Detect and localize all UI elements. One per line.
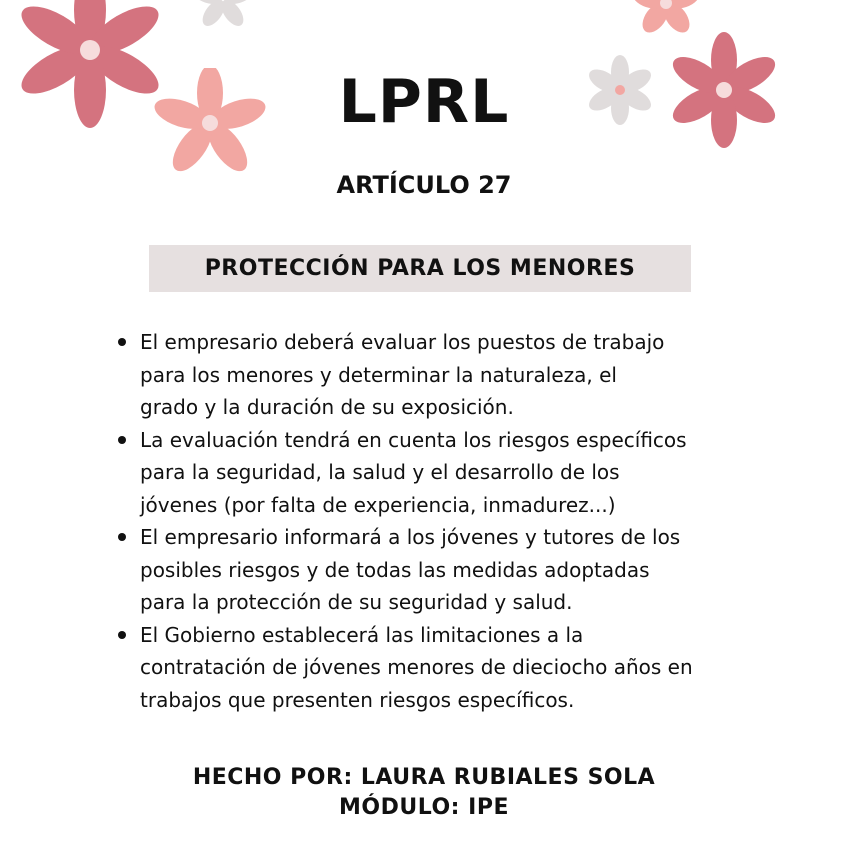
- list-item-line: para la protección de su seguridad y salud.: [140, 590, 573, 614]
- flower-icon: [188, 0, 258, 28]
- author-credit: HECHO POR: LAURA RUBIALES SOLA: [192, 765, 656, 790]
- bullet-icon: [118, 436, 126, 444]
- list-item: [112, 424, 772, 522]
- bullet-icon: [118, 533, 126, 541]
- list-item-line: La evaluación tendrá en cuenta los riesgos específicos: [140, 427, 687, 452]
- list-item-line: para la seguridad, la salud y el desarrollo de los: [140, 460, 620, 484]
- list-item: [112, 521, 772, 619]
- bullet-icon: [118, 631, 126, 639]
- section-heading-text: PROTECCIÓN PARA LOS MENORES: [204, 256, 636, 281]
- list-item-line: para los menores y determinar la naturaleza, el: [140, 362, 617, 387]
- list-item-line: jóvenes (por falta de experiencia, inmadurez...): [140, 492, 616, 517]
- article-subtitle: ARTÍCULO 27: [336, 171, 512, 199]
- list-item-line: contratación de jóvenes menores de dieciocho años en: [140, 655, 693, 679]
- list-item-line: posibles riesgos y de todas las medidas adoptadas: [140, 557, 650, 582]
- module-credit: MÓDULO: IPE: [339, 795, 509, 820]
- list-item: [112, 619, 772, 717]
- list-item-line: grado y la duración de su exposición.: [140, 395, 514, 419]
- list-item: [112, 326, 772, 424]
- list-item-line: El empresario informará a los jóvenes y tutores de los: [140, 525, 681, 549]
- list-item-line: El empresario deberá evaluar los puestos de trabajo: [140, 330, 665, 354]
- list-item-line: El Gobierno establecerá las limitaciones a la: [140, 622, 584, 647]
- document-title: LPRL: [338, 67, 510, 137]
- bullet-list: [112, 326, 772, 716]
- section-heading: [149, 245, 691, 292]
- bullet-icon: [118, 338, 126, 346]
- list-item-line: trabajos que presenten riesgos específicos.: [140, 687, 575, 712]
